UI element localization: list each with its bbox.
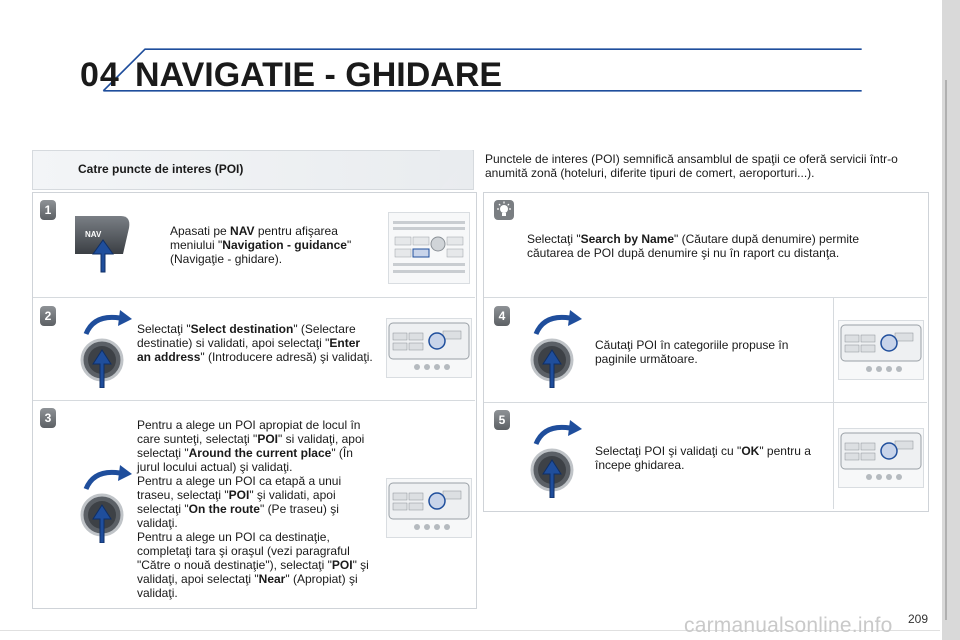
step-5-text: Selectaţi POI şi validaţi cu "OK" pentru a începe ghidarea. xyxy=(595,444,811,472)
page-number: 209 xyxy=(908,612,929,626)
lightbulb-icon xyxy=(494,200,514,220)
intro-heading: Catre puncte de interes (POI) xyxy=(78,162,244,176)
page-edge-line xyxy=(945,80,947,620)
step-3-badge: 3 xyxy=(40,408,56,428)
left-divider-1 xyxy=(33,297,475,298)
radio-panel-image-4 xyxy=(838,320,924,380)
nav-key-icon xyxy=(73,214,133,274)
page-title: NAVIGATIE - GHIDARE xyxy=(135,56,503,94)
right-divider-2 xyxy=(484,402,927,403)
step-3-text-3: Pentru a alege un POI ca destinaţie, completaţi tara şi oraşul (vezi paragraful "Către o nouă destinaţie"), selectaţi "POI" şi validaţi, apoi selectaţi "Near" (Apropiat) şi validaţi. xyxy=(137,530,369,600)
watermark: carmanualsonline.info xyxy=(684,614,893,637)
step-1-text: Apasati pe NAV pentru afişarea meniului "Navigation - guidance" (Navigaţie - ghidare). xyxy=(170,224,352,266)
intro-description: Punctele de interes (POI) semnifică ansamblul de spaţii ce oferă servicii într-o anumită zonă (hoteluri, diferite tipuri de comert, aeroporturi...). xyxy=(485,152,898,180)
step-4-text: Căutaţi POI în categoriile propuse în paginile următoare. xyxy=(595,338,789,366)
rotary-knob-icon xyxy=(526,310,586,388)
radio-panel-image-2 xyxy=(386,318,472,378)
intro-heading-slant xyxy=(440,150,480,190)
left-divider-2 xyxy=(33,400,475,401)
step-3-text-2: Pentru a alege un POI ca etapă a unui traseu, selectaţi "POI" şi validati, apoi selectaţi "On the route" (Pe traseu) şi validaţi. xyxy=(137,474,342,530)
radio-panel-image-5 xyxy=(838,428,924,488)
tip-text: Selectaţi "Search by Name" (Căutare după denumire) permite căutarea de POI după denumire şi nu în raport cu distanţa. xyxy=(527,232,860,260)
step-2-badge: 2 xyxy=(40,306,56,326)
chapter-number: 04 xyxy=(80,56,120,94)
right-column-separator xyxy=(833,298,834,509)
rotary-knob-icon xyxy=(76,310,136,388)
step-2-text: Selectaţi "Select destination" (Selectare destinatie) si validati, apoi selectaţi "Enter an address" (Introducere adresă) şi validaţi. xyxy=(137,322,373,364)
rotary-knob-icon xyxy=(526,420,586,498)
nav-key-label: NAV xyxy=(85,230,102,239)
radio-panel-image-1 xyxy=(388,212,470,284)
rotary-knob-icon xyxy=(76,465,136,543)
right-divider-1 xyxy=(484,297,927,298)
step-4-badge: 4 xyxy=(494,306,510,326)
step-1-badge: 1 xyxy=(40,200,56,220)
step-3-text-1: Pentru a alege un POI apropiat de locul în care sunteţi, selectaţi "POI" si validaţi, apoi selectaţi "Around the current place" (În jurul locului actual) şi validaţi. xyxy=(137,418,365,474)
radio-panel-image-3 xyxy=(386,478,472,538)
step-5-badge: 5 xyxy=(494,410,510,430)
